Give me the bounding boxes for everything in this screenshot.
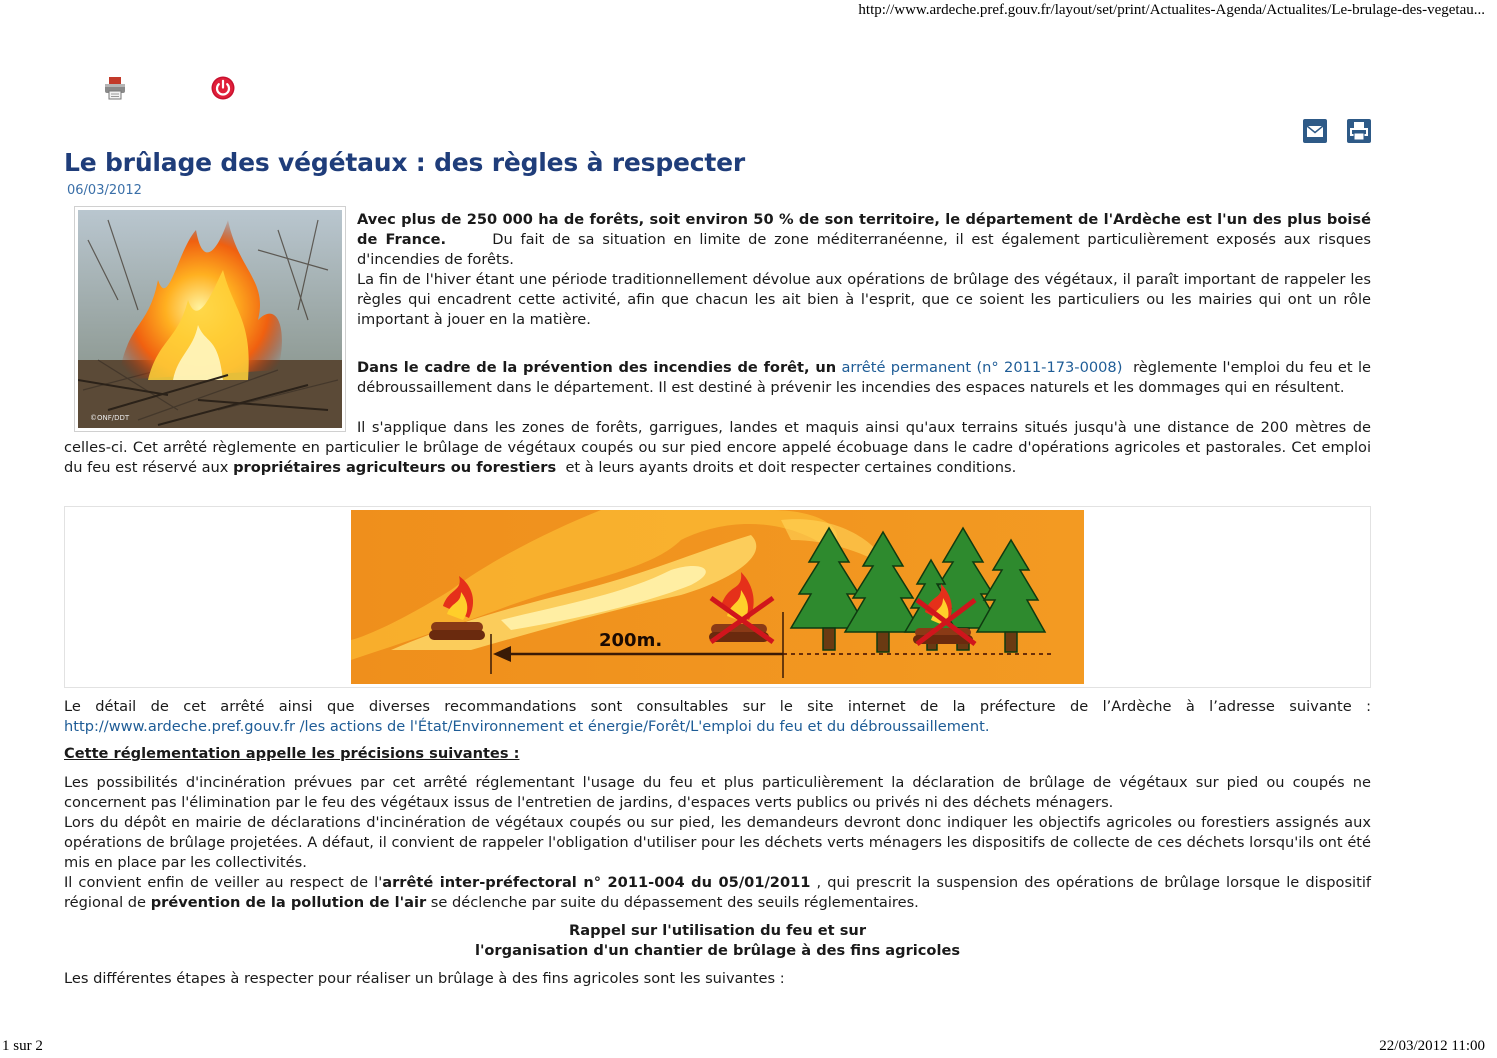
paragraph-incineration: Les possibilités d'incinération prévues par cet arrêté réglementant l'usage du feu et plus particulièrement la déclaration de brûlage de végétaux sur pied ou coupés ne concernent pas l'élimination par le feu des végétaux issus de l'entretien de jardins, d'espaces verts publics ou privés ni des déchets ménagers. xyxy=(64,774,1371,811)
rappel-heading-line2: l'organisation d'un chantier de brûlage à des fins agricoles xyxy=(474,942,961,959)
paragraph-pollution xyxy=(64,873,1371,913)
prefecture-link[interactable]: http://www.ardeche.pref.gouv.fr /les actions de l'État/Environnement et énergie/Forêt/L'emploi du feu et du débroussaillement. xyxy=(64,718,990,735)
footer-print-date: 22/03/2012 11:00 xyxy=(1379,1038,1485,1054)
pollution-bold-arrete: arrêté inter-préfectoral n° 2011-004 du 05/01/2011 xyxy=(382,874,811,891)
power-icon[interactable] xyxy=(211,76,235,100)
paragraph-season: La fin de l'hiver étant une période traditionnellement dévolue aux opérations de brûlage des végétaux, il paraît important de rappeler les règles qui encadrent cette activité, afin que chacun les ait bien à l'esprit, que ce soient les particuliers ou les mairies qui ont un rôle important à jouer en la matière. xyxy=(357,271,1371,328)
pollution-before: Il convient enfin de veiller au respect de l' xyxy=(64,874,383,891)
email-icon[interactable] xyxy=(1303,119,1327,143)
pollution-after: se déclenche par suite du dépassement des seuils réglementaires. xyxy=(430,894,919,911)
details-text: Le détail de cet arrêté ainsi que diverses recommandations sont consultables sur le site internet de la préfecture de l’Ardèche à l’adresse suivante : xyxy=(64,698,1371,715)
article-date: 06/03/2012 xyxy=(67,183,142,198)
paragraph-steps: Les différentes étapes à respecter pour réaliser un brûlage à des fins agricoles sont les suivantes : xyxy=(64,970,785,987)
fire-photo-image xyxy=(78,210,342,428)
rappel-heading-line1: Rappel sur l'utilisation du feu et sur xyxy=(568,922,867,939)
pollution-middle: , qui prescrit la suspension des opérations de brûlage lorsque le dispositif régional de xyxy=(64,874,1372,911)
pollution-bold-prevention: prévention de la pollution de l'air xyxy=(150,894,427,911)
precisions-heading: Cette réglementation appelle les précisions suivantes : xyxy=(64,745,520,762)
printer-icon[interactable] xyxy=(1347,119,1371,143)
paragraph-zones xyxy=(64,418,1371,478)
zones-bold: propriétaires agriculteurs ou forestiers xyxy=(233,459,557,476)
print-url: http://www.ardeche.pref.gouv.fr/layout/set/print/Actualites-Agenda/Actualites/Le-brulage-des-vegetau... xyxy=(858,2,1485,18)
arrete-bold: Dans le cadre de la prévention des incendies de forêt, un xyxy=(357,359,837,376)
arrete-link[interactable]: arrêté permanent (n° 2011-173-0008) xyxy=(841,359,1123,376)
paragraph-arrete xyxy=(357,358,1371,398)
article-title: Le brûlage des végétaux : des règles à respecter xyxy=(64,148,746,177)
footer-page-number: 1 sur 2 xyxy=(2,1038,43,1054)
printer-icon[interactable] xyxy=(103,76,127,100)
paragraph-details xyxy=(64,697,1371,737)
svg-text:©ONF/DDT: ©ONF/DDT xyxy=(90,414,130,422)
arrete-rest: règlemente l'emploi du feu et le débroussaillement dans le département. Il est destiné à prévenir les incendies des espaces naturels et les dommages qui en résultent. xyxy=(357,359,1371,396)
zones-before: Il s'applique dans les zones de forêts, garrigues, landes et maquis ainsi qu'aux terrains situés jusqu'à une distance de 200 mètres de celles-ci. Cet arrêté règlemente en particulier le brûlage de végétaux coupés ou sur pied encore appelé écobuage dans le cadre d'opérations agricoles et pastorales. Cet emploi du feu est réservé aux xyxy=(64,419,1371,476)
zones-after: et à leurs ayants droits et doit respecter certaines conditions. xyxy=(565,459,1017,476)
intro-paragraph xyxy=(357,210,1371,270)
intro-rest: Du fait de sa situation en limite de zone méditerranéenne, il est également particulièrement exposés aux risques d'incendies de forêts. xyxy=(357,231,1371,268)
article-photo xyxy=(74,206,346,432)
paragraph-declarations: Lors du dépôt en mairie de déclarations d'incinération de végétaux coupés ou sur pied, les demandeurs devront donc indiquer les objectifs agricoles ou forestiers assignés aux opérations de brûlage projetées. A défaut, il convient de rappeler l'obligation d'utiliser pour les déchets verts ménagers les dispositifs de collecte de ces déchets lorsqu'ils ont été mis en place par les collectivités. xyxy=(64,814,1371,871)
distance-label: 200m. xyxy=(599,630,663,651)
fire-distance-diagram xyxy=(351,510,1084,684)
intro-bold: Avec plus de 250 000 ha de forêts, soit environ 50 % de son territoire, le département de l'Ardèche est l'un des plus boisé de France. xyxy=(357,211,1371,248)
